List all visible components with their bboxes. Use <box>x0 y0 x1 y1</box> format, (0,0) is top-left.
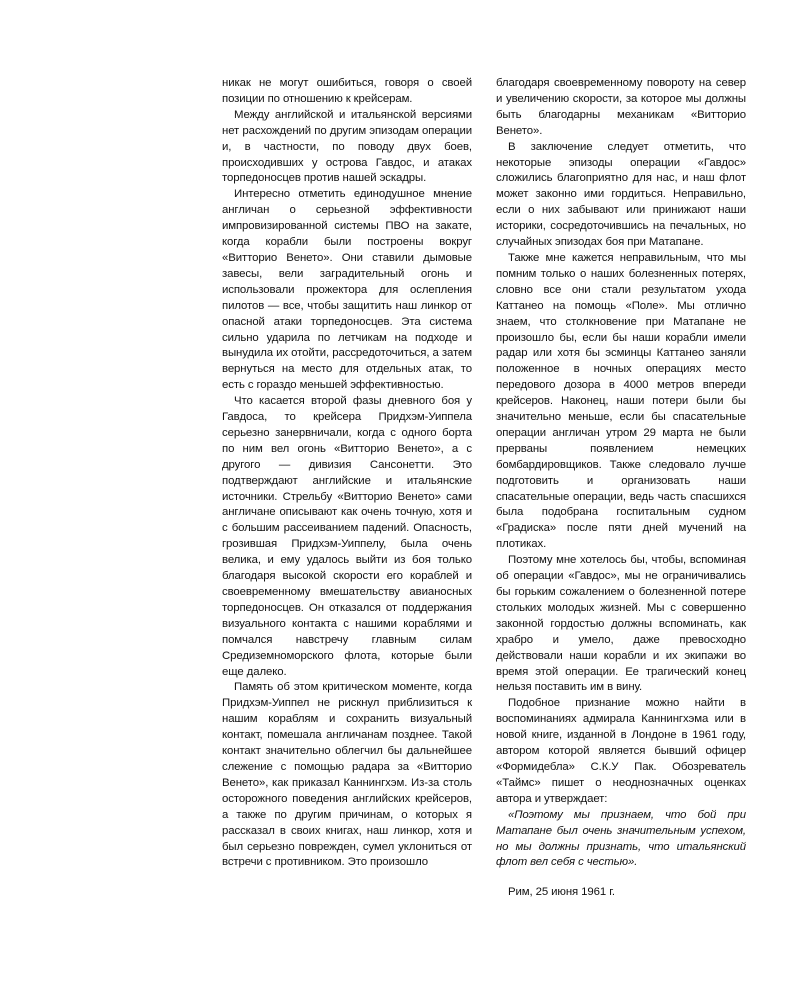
date-line: Рим, 25 июня 1961 г. <box>508 886 615 899</box>
quote-paragraph: «Поэтому мы признаем, что бой при Матапане был очень значительным успехом, но мы должны признать, что итальянский флот вел себя с честью». <box>496 808 746 869</box>
right-column <box>496 76 746 901</box>
paragraph: Что касается второй фазы дневного боя у Гавдоса, то крейсера Придхэм-Уиппела серьезно занервничали, когда с одного борта по ним вел огонь «Витторио Венето», а с другого — дивизия Сансонетти. Это подтверждают английские и итальянские источники. Стрельбу «Витторио Венето» сами англичане описывают как очень точную, хотя и с большим рассеиванием падений. Опасность, грозившая Придхэм-Уиппелу, была очень велика, и ему удалось выйти из боя только благодаря высокой скорости его кораблей и своевременному вмешательству авианосных торпедоносцев. Он отказался от поддержания визуального контакта с нашими кораблями и помчался навстречу главным силам Средиземноморского флота, которые были еще далеко. <box>222 395 472 678</box>
paragraph: Также мне кажется неправильным, что мы помним только о наших болезненных потерях, словно все они стали результатом ухода Каттанео на помощь «Поле». Мы отлично знаем, что столкновение при Матапане не произошло бы, если бы наши корабли имели радар или хотя бы эсминцы Каттанео заняли положенное в ночных операциях место передового дозора в 4000 метров впереди крейсеров. Наконец, наши потери были бы значительно меньше, если бы спасательные операции англичан утром 29 марта не были прерваны появлением немецких бомбардировщиков. Также следовало лучше подготовить и организовать наши спасательные операции, ведь часть спасшихся была подобрана госпитальным судном «Градиска» после пяти дней мучений на плотиках. <box>496 251 746 551</box>
paragraph: благодаря своевременному повороту на север и увеличению скорости, за которое мы должны быть благодарны механикам «Витторио Венето». <box>496 77 746 137</box>
paragraph: никак не могут ошибиться, говоря о своей позиции по отношению к крейсерам. <box>222 77 472 105</box>
paragraph: Интересно отметить единодушное мнение англичан о серьезной эффективности импровизированной системы ПВО на закате, когда корабли были построены вокруг «Витторио Венето». Они ставили дымовые завесы, вели заградительный огонь и использовали прожектора для ослепления пилотов — все, чтобы защитить наш линкор от опасной атаки торпедоносцев. Эта система сильно ударила по летчикам на подходе и вынудила их отойти, рассредоточиться, а затем вернуться на место для отдельных атак, то есть с гораздо меньшей эффективностью. <box>222 188 472 392</box>
paragraph: Память об этом критическом моменте, когда Придхэм-Уиппел не рискнул приблизиться к нашим кораблям и сохранить визуальный контакт, помешала англичанам позднее. Такой контакт значительно облегчил бы дальнейшее слежение с помощью радара за «Витторио Венето», как приказал Каннингхэм. Из-за столь осторожного поведения английских крейсеров, а также по другим причинам, о которых я рассказал в своих книгах, наш линкор, хотя и был серьезно поврежден, сумел уклониться от встречи с противником. Это произошло <box>222 681 472 869</box>
left-column <box>222 76 472 871</box>
paragraph: Поэтому мне хотелось бы, чтобы, вспоминая об операции «Гавдос», мы не ограничивались бы горьким сожалением о болезненной потере стольких молодых жизней. Мы с совершенно законной гордостью должны вспоминать, как храбро и умело, даже превосходно действовали наши корабли и их экипажи во время этой операции. Ее трагический конец нельзя поставить им в вину. <box>496 554 746 694</box>
paragraph: Между английской и итальянской версиями нет расхождений по другим эпизодам операции и, в частности, по поводу двух боев, происходивших у острова Гавдос, и атаках торпедоносцев против нашей эскадры. <box>222 108 472 185</box>
paragraph: Подобное признание можно найти в воспоминаниях адмирала Каннингхэма или в новой книге, изданной в Лондоне в 1961 году, автором которой является бывший офицер «Формидебла» С.К.У Пак. Обозреватель «Таймс» пишет о неоднозначных оценках автора и утверждает: <box>496 697 746 805</box>
paragraph: В заключение следует отметить, что некоторые эпизоды операции «Гавдос» сложились благоприятно для нас, и наш флот может законно ими гордиться. Неправильно, если о них забывают или принижают наши историки, сосредоточившись на печальных, но случайных эпизодах боя при Матапане. <box>496 140 746 249</box>
